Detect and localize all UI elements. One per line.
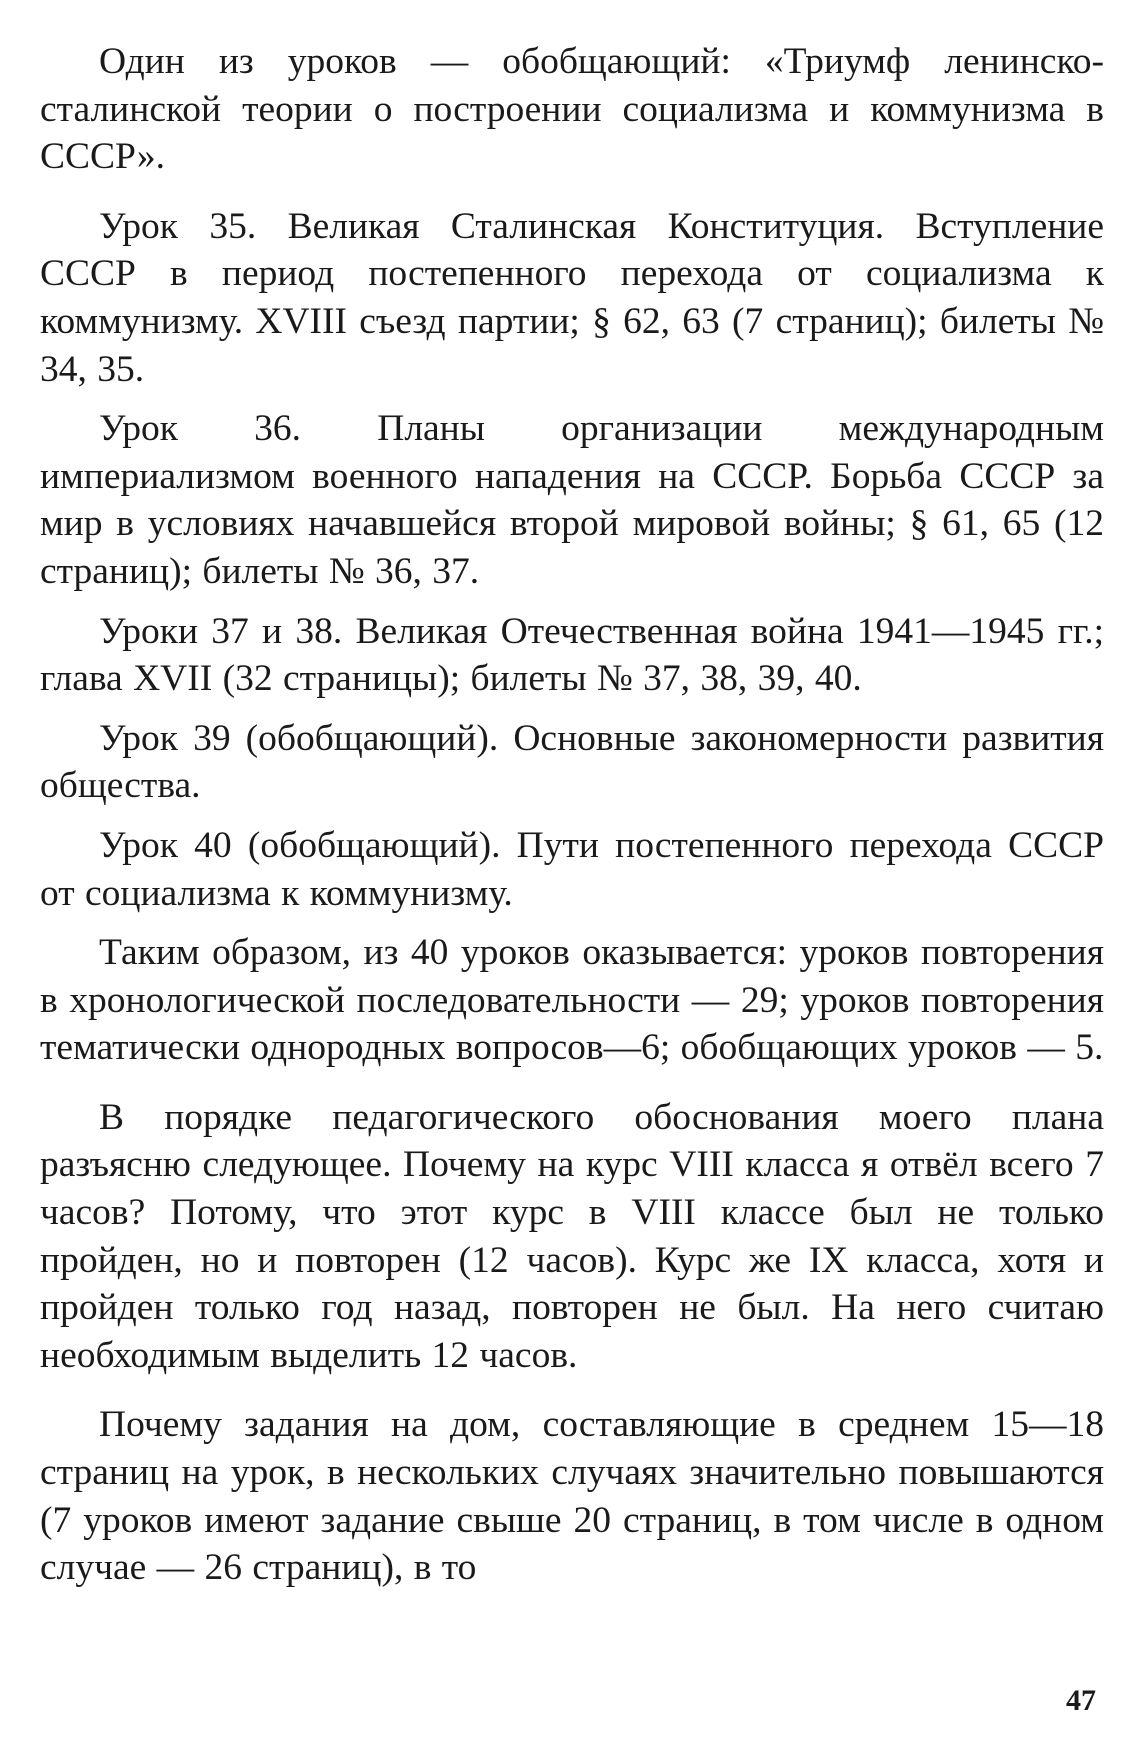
paragraph-lesson-35: Урок 35. Великая Сталинская Конституция. Вступление СССР в период постепенного перехода от социализма к коммунизму. XVIII съезд партии; § 62, 63 (7 страниц); билеты № 34, 35. xyxy=(40,205,1104,390)
page-number: 47 xyxy=(1066,1684,1096,1717)
paragraph-1: Один из уроков — обобщающий: «Триумф ленинско-сталинской теории о построении социализма и коммунизма в СССР». xyxy=(40,41,1104,178)
paragraph-lesson-40: Урок 40 (обобщающий). Пути постепенного перехода СССР от социализма к коммунизму. xyxy=(40,824,1104,914)
paragraph-homework-question: Почему задания на дом, составляющие в среднем 15—18 страниц на урок, в нескольких случаях значительно повышаются (7 уроков имеют задание свыше 20 страниц, в том числе в одном случае — 26 страниц), в то xyxy=(40,1404,1104,1589)
paragraph-lesson-36: Урок 36. Планы организации международным империализмом военного нападения на СССР. Борьба СССР за мир в условиях начавшейся второй мировой войны; § 61, 65 (12 страниц); билеты № 36, 37. xyxy=(40,408,1104,592)
paragraph-lessons-37-38: Уроки 37 и 38. Великая Отечественная война 1941—1945 гг.; глава XVII (32 страницы); билеты № 37, 38, 39, 40. xyxy=(40,610,1104,700)
paragraph-justification: В порядке педагогического обоснования моего плана разъясню следующее. Почему на курс VIII класса я отвёл всего 7 часов? Потому, что этот курс в VIII классе был не только пройден, но и повторен (12 часов). Курс же IX класса, хотя и пройден только год назад, повторен не был. На него считаю необходимым выделить 12 часов. xyxy=(40,1096,1104,1376)
paragraph-summary: Таким образом, из 40 уроков оказывается: уроков повторения в хронологической последовательности — 29; уроков повторения тематически однородных вопросов—6; обобщающих уроков — 5. xyxy=(40,932,1104,1069)
paragraph-lesson-39: Урок 39 (обобщающий). Основные закономерности развития общества. xyxy=(40,717,1104,807)
